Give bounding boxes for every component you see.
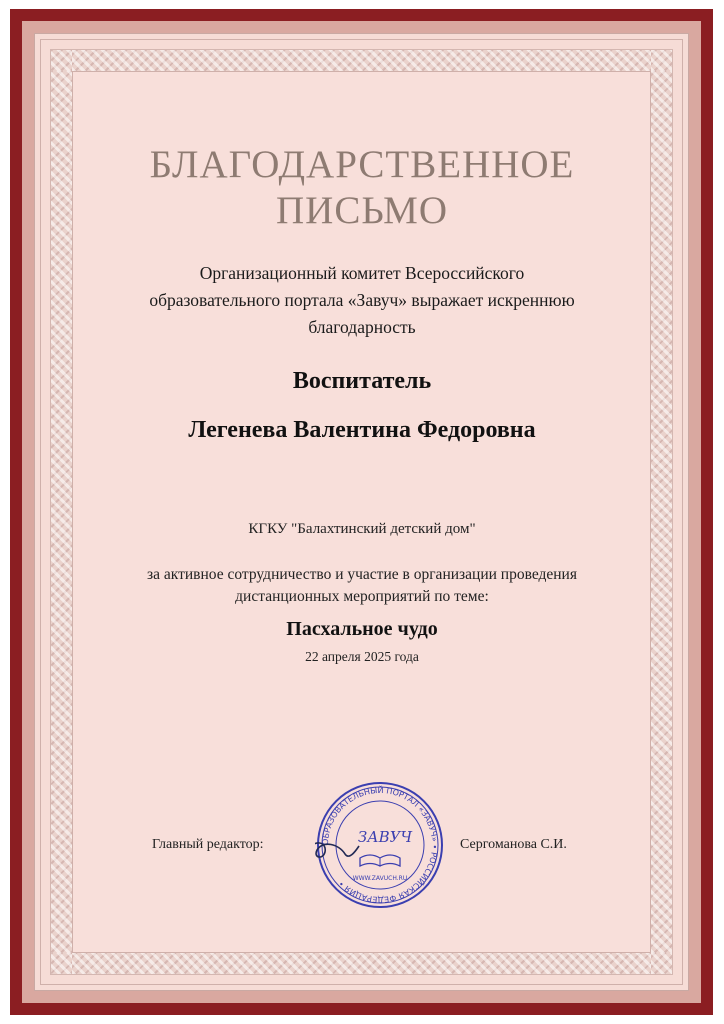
stamp-center-text: ЗАВУЧ [357, 828, 413, 846]
official-stamp [315, 780, 445, 910]
editor-name: Сергоманова С.И. [460, 837, 567, 852]
reason-line-1: за активное сотрудничество и участие в организации проведения [147, 566, 577, 583]
reason-line-2: дистанционных мероприятий по теме: [235, 588, 489, 605]
editor-label: Главный редактор: [152, 837, 264, 852]
event-theme: Пасхальное чудо [286, 618, 438, 640]
title-line-2: ПИСЬМО [275, 189, 449, 232]
recipient-organization: КГКУ "Балахтинский детский дом" [248, 521, 476, 537]
reason-text [86, 564, 638, 608]
intro-line-2: образовательного портала «Завуч» выражает искреннюю [149, 290, 575, 310]
event-date: 22 апреля 2025 года [305, 649, 419, 664]
intro-text [86, 260, 638, 341]
certificate-content [86, 80, 638, 940]
recipient-role: Воспитатель [292, 368, 432, 394]
stamp-bottom-text: WWW.ZAVUCH.RU [352, 875, 408, 882]
intro-line-3: благодарность [308, 317, 416, 337]
title-line-1: БЛАГОДАРСТВЕННОЕ [149, 143, 575, 186]
intro-line-1: Организационный комитет Всероссийского [199, 263, 525, 283]
certificate-title [86, 142, 638, 234]
recipient-name: Легенева Валентина Федоровна [188, 417, 536, 443]
stamp-outer-text-path: ОБРАЗОВАТЕЛЬНЫЙ ПОРТАЛ «ЗАВУЧ» • РОССИЙСКАЯ ФЕДЕРАЦИЯ • [320, 785, 440, 905]
